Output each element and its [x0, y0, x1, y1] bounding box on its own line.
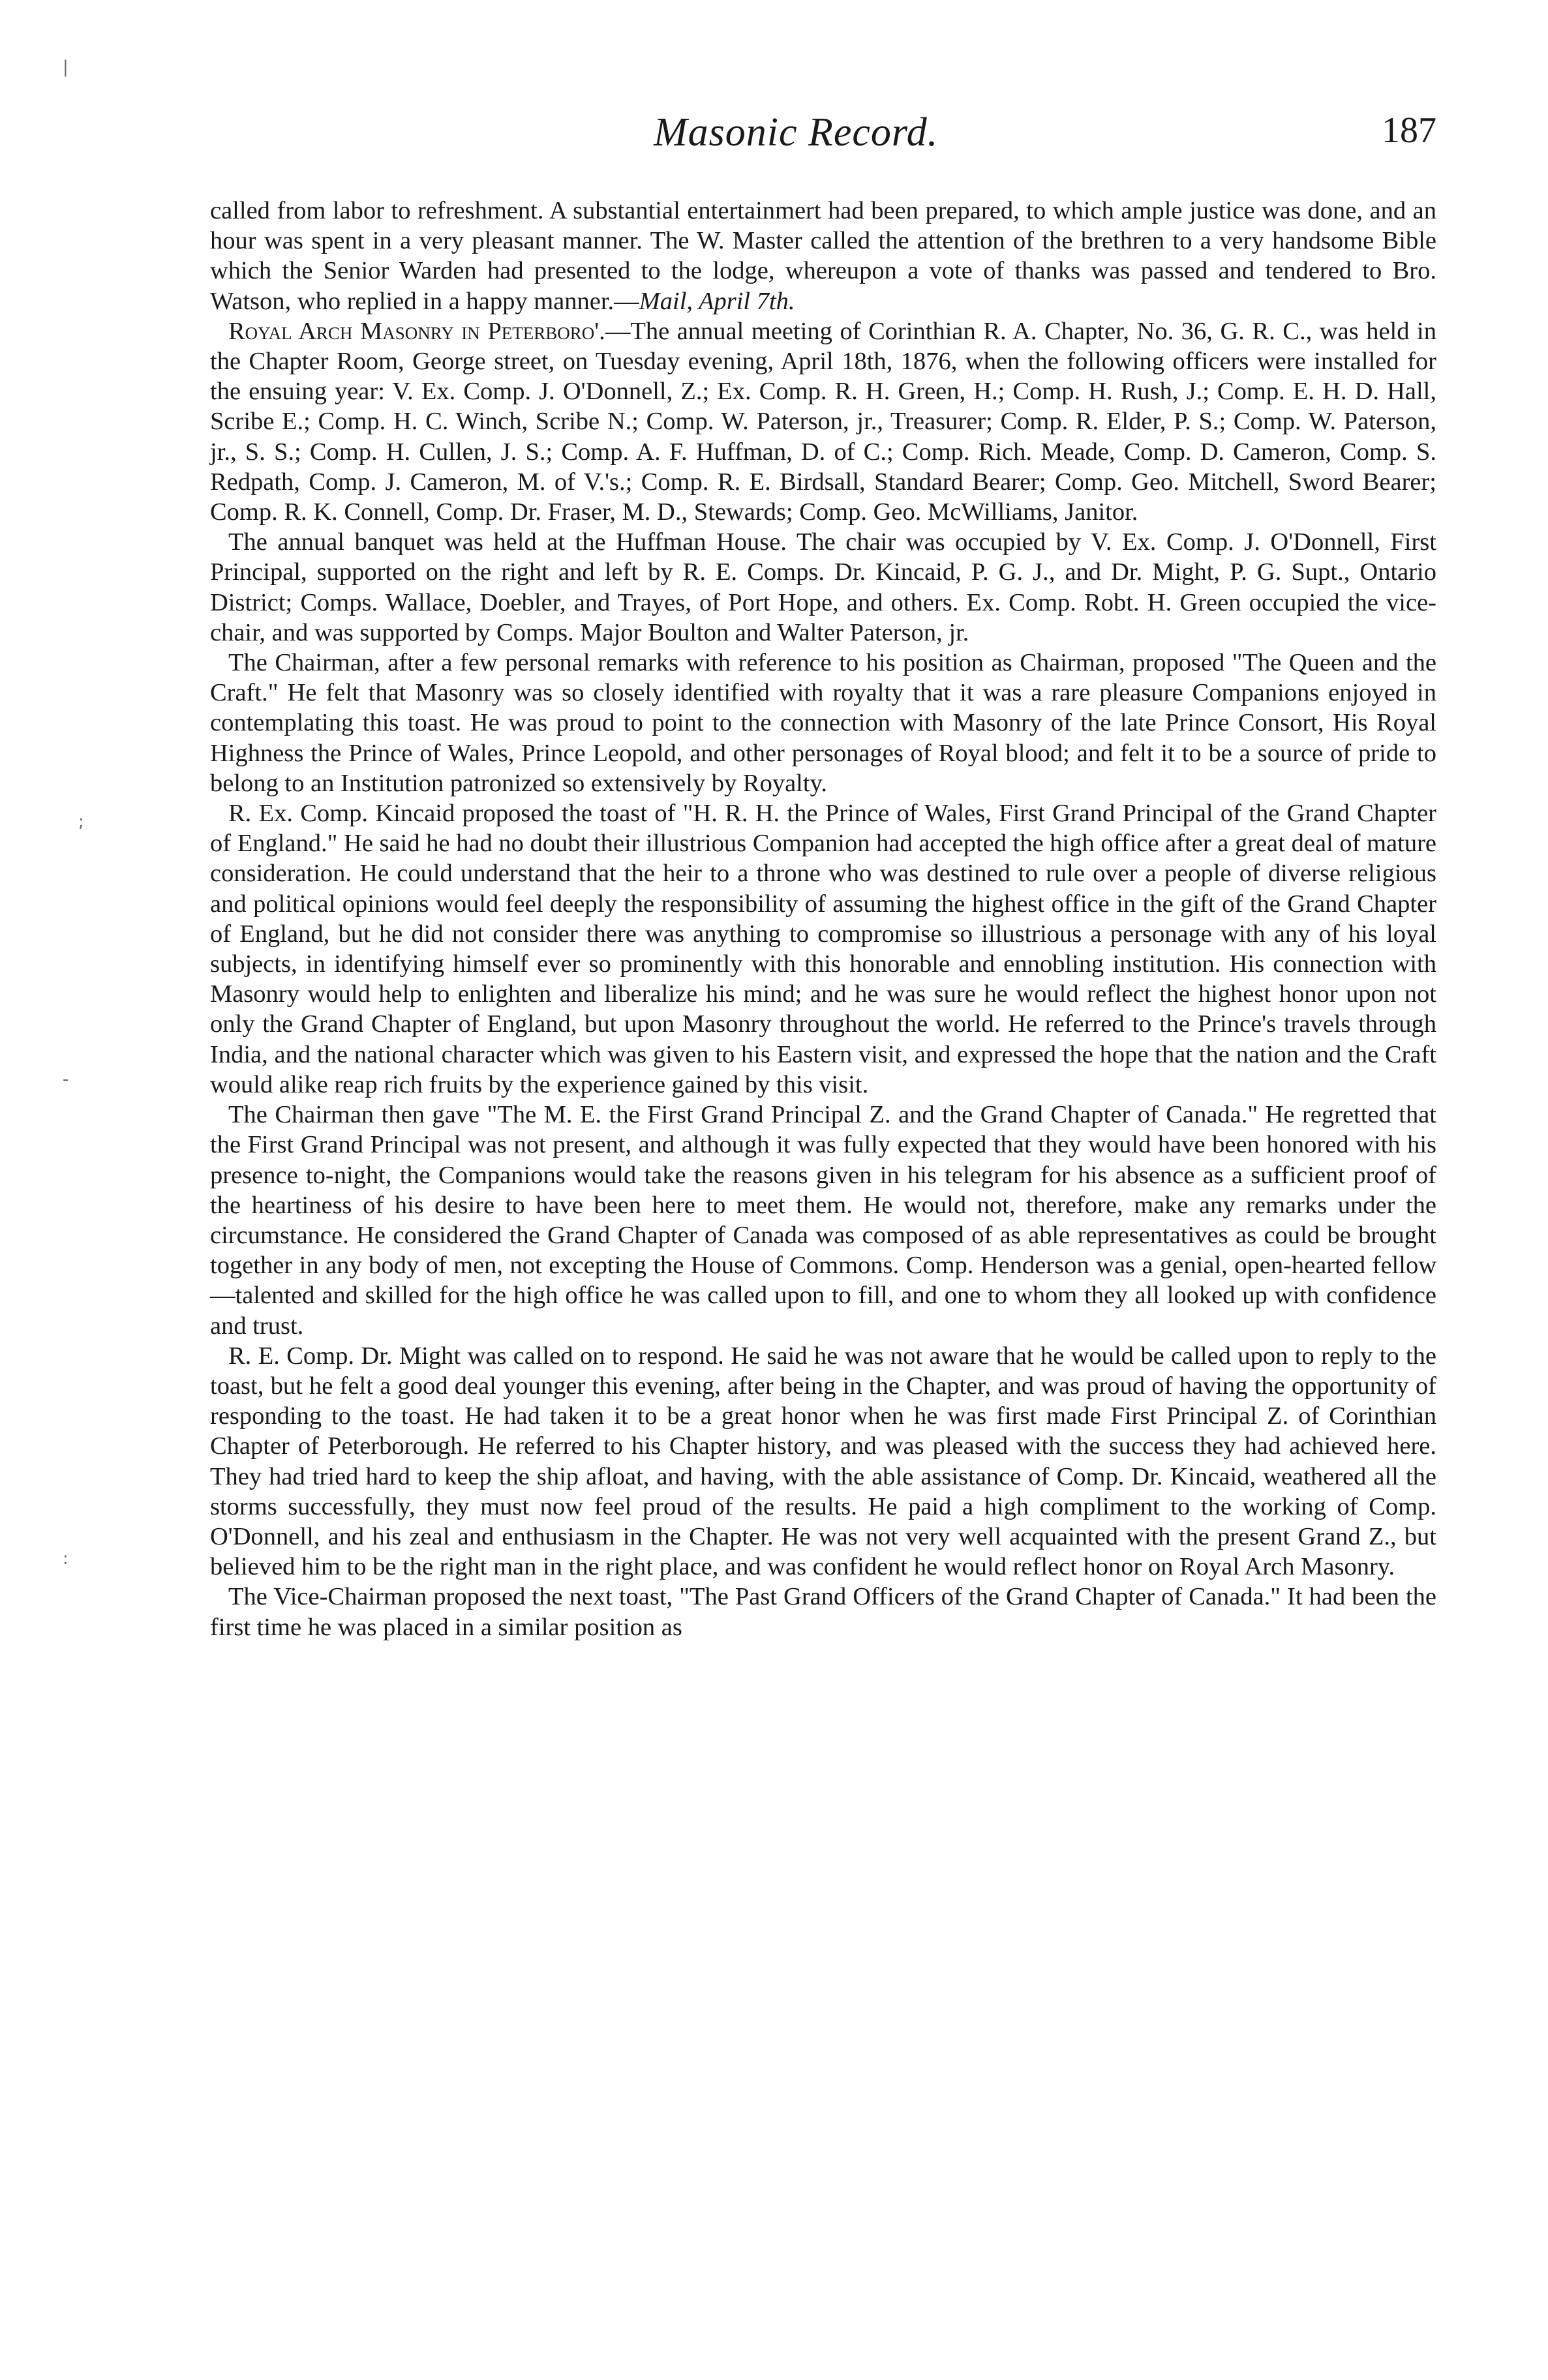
paragraph-2	[210, 316, 1436, 527]
paragraph-5: R. Ex. Comp. Kincaid proposed the toast of "H. R. H. the Prince of Wales, First Grand Principal of the Grand Chapter of England." He said he had no doubt their illustrious Companion had accepted the high office after a great deal of mature consideration. He could understand that the heir to a throne who was destined to rule over a people of diverse religious and political opinions would feel deeply the responsibility of assuming the highest office in the gift of the Grand Chapter of England, but he did not consider there was anything to compromise so illustrious a personage with any of his loyal subjects, in identifying himself ever so prominently with this honorable and ennobling institution. His connection with Masonry would help to enlighten and liberalize his mind; and he was sure he would reflect the highest honor upon not only the Grand Chapter of England, but upon Masonry throughout the world. He referred to the Prince's travels through India, and the national character which was given to his Eastern visit, and expressed the hope that the nation and the Craft would alike reap rich fruits by the experience gained by this visit.	[210, 800, 1436, 1098]
running-head	[210, 98, 1436, 170]
section-heading: Royal Arch Masonry in Peterboro'.	[228, 317, 605, 345]
scan-artifact-mark: -	[63, 1070, 69, 1089]
paragraph-4: The Chairman, after a few personal remarks with reference to his position as Chairman, proposed "The Queen and the Craft." He felt that Masonry was so closely identified with royalty that it was a rare pleasure Companions enjoyed in contemplating this toast. He was proud to point to the connection with Masonry of the late Prince Consort, His Royal Highness the Prince of Wales, Prince Leopold, and other personages of Royal blood; and felt it to be a source of pride to belong to an Institution patronized so extensively by Royalty.	[210, 649, 1436, 797]
paragraph-8: The Vice-Chairman proposed the next toast, "The Past Grand Officers of the Grand Chapter of Canada." It had been the first time he was placed in a similar position as	[210, 1583, 1436, 1641]
article-body	[210, 196, 1436, 1642]
running-title: Masonic Record.	[654, 110, 939, 155]
scan-artifact-mark: |	[63, 57, 68, 77]
paragraph-text: —The annual meeting of Corinthian R. A. Chapter, No. 36, G. R. C., was held in the Chapter Room, George street, on Tuesday evening, April 18th, 1876, when the following officers were installed for the ensuing year: V. Ex. Comp. J. O'Donnell, Z.; Ex. Comp. R. H. Green, H.; Comp. H. Rush, J.; Comp. E. H. D. Hall, Scribe E.; Comp. H. C. Winch, Scribe N.; Comp. W. Paterson, jr., Treasurer; Comp. R. Elder, P. S.; Comp. W. Paterson, jr., S. S.; Comp. H. Cullen, J. S.; Comp. A. F. Huffman, D. of C.; Comp. Rich. Meade, Comp. D. Cameron, Comp. S. Redpath, Comp. J. Cameron, M. of V.'s.; Comp. R. E. Birdsall, Standard Bearer; Comp. Geo. Mitchell, Sword Bearer; Comp. R. K. Connell, Comp. Dr. Fraser, M. D., Stewards; Comp. Geo. McWilliams, Janitor.	[210, 317, 1436, 526]
source-citation: Mail, April 7th.	[639, 287, 795, 315]
page-number: 187	[1382, 110, 1436, 151]
book-page	[210, 98, 1436, 2342]
scan-artifact-mark: :	[63, 1549, 68, 1569]
paragraph-text: called from labor to refreshment. A substantial entertainmert had been prepared, to which ample justice was done, and an hour was spent in a very pleasant manner. The W. Master called the attention of the brethren to a very handsome Bible which the Senior Warden had presented to the lodge, whereupon a vote of thanks was passed and tendered to Bro. Watson, who replied in a happy manner.—	[210, 197, 1436, 315]
paragraph-1	[210, 196, 1436, 316]
paragraph-6: The Chairman then gave "The M. E. the First Grand Principal Z. and the Grand Chapter of Canada." He regretted that the First Grand Principal was not present, and although it was fully expected that they would have been honored with his presence to-night, the Companions would take the reasons given in his telegram for his absence as a sufficient proof of the heartiness of his desire to have been here to meet them. He would not, therefore, make any remarks under the circumstance. He considered the Grand Chapter of Canada was composed of as able representatives as could be brought together in any body of men, not excepting the House of Commons. Comp. Henderson was a genial, open-hearted fellow—talented and skilled for the high office he was called upon to fill, and one to whom they all looked up with confidence and trust.	[210, 1101, 1436, 1340]
paragraph-3: The annual banquet was held at the Huffman House. The chair was occupied by V. Ex. Comp. J. O'Donnell, First Principal, supported on the right and left by R. E. Comps. Dr. Kincaid, P. G. J., and Dr. Might, P. G. Supt., Ontario District; Comps. Wallace, Doebler, and Trayes, of Port Hope, and others. Ex. Comp. Robt. H. Green occupied the vice-chair, and was supported by Comps. Major Boulton and Walter Paterson, jr.	[210, 528, 1436, 646]
paragraph-7: R. E. Comp. Dr. Might was called on to respond. He said he was not aware that he would be called upon to reply to the toast, but he felt a good deal younger this evening, after being in the Chapter, and was proud of having the opportunity of responding to the toast. He had taken it to be a great honor when he was first made First Principal Z. of Corinthian Chapter of Peterborough. He referred to his Chapter history, and was pleased with the success they had achieved here. They had tried hard to keep the ship afloat, and having, with the able assistance of Comp. Dr. Kincaid, weathered all the storms successfully, they must now feel proud of the results. He paid a high compliment to the working of Comp. O'Donnell, and his zeal and enthusiasm in the Chapter. He was not very well acquainted with the present Grand Z., but believed him to be the right man in the right place, and was confident he would reflect honor on Royal Arch Masonry.	[210, 1342, 1436, 1581]
scan-artifact-mark: ;	[78, 812, 84, 832]
